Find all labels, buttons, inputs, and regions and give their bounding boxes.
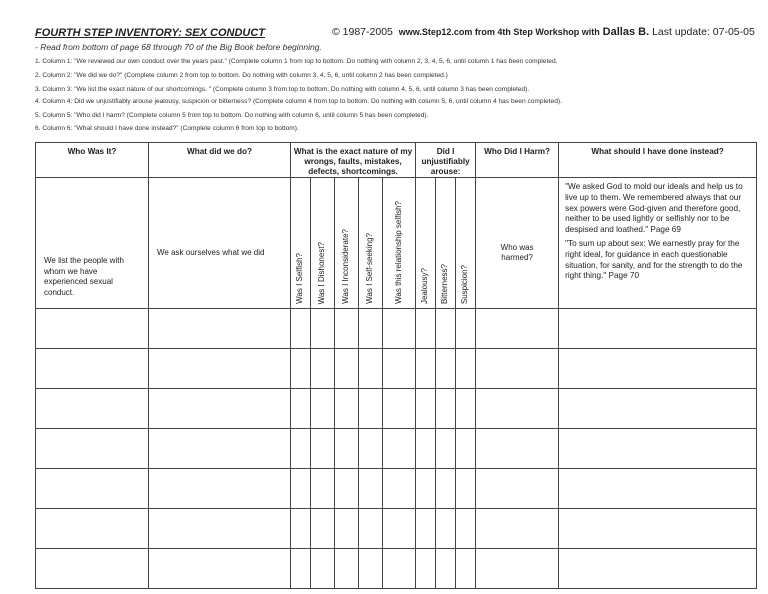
copyright-line — [332, 26, 755, 38]
copyright: © 1987-2005 — [332, 26, 393, 38]
cell[interactable] — [476, 309, 559, 349]
cell[interactable] — [383, 389, 416, 429]
cell[interactable] — [383, 469, 416, 509]
entry-row — [36, 509, 757, 549]
entry-row — [36, 309, 757, 349]
cell[interactable] — [383, 549, 416, 589]
cell[interactable] — [149, 349, 291, 389]
instruction: 4. Column 4: Did we unjustifiably arouse jealousy, suspicion or bitterness? (Complete column 4 from top to bottom. Do nothing with column 5, 6, until column 4 has been completed). — [35, 98, 562, 105]
cell[interactable] — [383, 509, 416, 549]
instruction: 3. Column 3: "We list the exact nature of our shortcomings. " (Complete column 3 from top to bottom. Do nothing with column 4, 5, 6, until column 3 has been completed). — [35, 86, 530, 93]
cell[interactable] — [456, 469, 476, 509]
cell[interactable] — [456, 309, 476, 349]
cell[interactable] — [311, 429, 335, 469]
wrong-relationship-selfish: Was this relationship selfish? — [393, 201, 403, 304]
cell[interactable] — [311, 549, 335, 589]
col1-description: We list the people with whom we have experienced sexual conduct. — [36, 178, 149, 309]
cell[interactable] — [291, 389, 311, 429]
entry-row — [36, 549, 757, 589]
cell[interactable] — [36, 469, 149, 509]
cell[interactable] — [436, 509, 456, 549]
cell[interactable] — [383, 309, 416, 349]
last-update: Last update: 07-05-05 — [652, 26, 755, 38]
cell[interactable] — [476, 469, 559, 509]
cell[interactable] — [149, 549, 291, 589]
cell[interactable] — [383, 429, 416, 469]
cell[interactable] — [291, 429, 311, 469]
wrong-self-seeking: Was I Self-seeking? — [365, 233, 375, 304]
cell[interactable] — [335, 389, 359, 429]
cell[interactable] — [291, 469, 311, 509]
cell[interactable] — [36, 549, 149, 589]
cell[interactable] — [291, 549, 311, 589]
cell[interactable] — [311, 509, 335, 549]
cell[interactable] — [36, 309, 149, 349]
cell[interactable] — [476, 429, 559, 469]
cell[interactable] — [416, 469, 436, 509]
cell[interactable] — [149, 429, 291, 469]
cell[interactable] — [335, 349, 359, 389]
cell[interactable] — [359, 549, 383, 589]
cell[interactable] — [416, 509, 436, 549]
cell[interactable] — [436, 429, 456, 469]
entry-row — [36, 429, 757, 469]
cell[interactable] — [359, 429, 383, 469]
instruction: 2. Column 2: "We did we do?" (Complete column 2 from top to bottom. Do nothing with column 3, 4, 5, 6, until column 2 has been completed.) — [35, 72, 448, 79]
cell[interactable] — [456, 389, 476, 429]
quote-page-70: "To sum up about sex: We earnestly pray for the right ideal, for guidance in each questionable situation, for sanity, and for the strength to do the right thing." Page 70 — [565, 238, 743, 281]
quote-page-69: "We asked God to mold our ideals and help us to live up to them. We remembered always that our sex powers were God-given and therefore good, neither to be used lightly or selfishly nor to be despised and loathed." Page 69 — [565, 182, 743, 235]
cell[interactable] — [416, 349, 436, 389]
instruction: 1. Column 1: "We reviewed our own conduct over the years past." (Complete column 1 from top to bottom. Do nothing with column 2, 3, 4, 5, 6, until column 1 has been completed. — [35, 58, 558, 65]
col5-description: Who was harmed? — [476, 178, 559, 309]
col2-description: We ask ourselves what we did — [149, 178, 291, 309]
cell[interactable] — [335, 429, 359, 469]
cell[interactable] — [335, 309, 359, 349]
cell[interactable] — [436, 549, 456, 589]
cell[interactable] — [311, 349, 335, 389]
cell[interactable] — [476, 509, 559, 549]
instruction: 6. Column 6: "What should I have done instead?" (Complete column 6 from top to bottom). — [35, 125, 299, 132]
cell[interactable] — [559, 309, 757, 349]
cell[interactable] — [149, 469, 291, 509]
cell[interactable] — [335, 549, 359, 589]
site-credit: www.Step12.com from 4th Step Workshop with — [398, 27, 600, 37]
subtitle: - Read from bottom of page 68 through 70 of the Big Book before beginning. — [35, 42, 322, 52]
cell[interactable] — [436, 349, 456, 389]
cell[interactable] — [335, 509, 359, 549]
cell[interactable] — [559, 349, 757, 389]
cell[interactable] — [559, 549, 757, 589]
header-instead: What should I have done instead? — [559, 143, 757, 178]
cell[interactable] — [559, 469, 757, 509]
cell[interactable] — [291, 309, 311, 349]
wrong-inconsiderate: Was I Inconsiderate? — [341, 229, 351, 304]
header-who-harmed: Who Did I Harm? — [476, 143, 559, 178]
entry-row — [36, 469, 757, 509]
header-exact-nature: What is the exact nature of my wrongs, faults, mistakes, defects, shortcomings. — [291, 143, 416, 178]
cell[interactable] — [149, 509, 291, 549]
cell[interactable] — [291, 509, 311, 549]
cell[interactable] — [149, 309, 291, 349]
cell[interactable] — [36, 509, 149, 549]
cell[interactable] — [476, 349, 559, 389]
cell[interactable] — [359, 509, 383, 549]
header-who-was-it: Who Was It? — [36, 143, 149, 178]
inventory-table — [35, 142, 757, 589]
cell[interactable] — [359, 349, 383, 389]
instruction: 5. Column 5: "Who did I harm? (Complete column 5 from top to bottom. Do nothing with column 6, until column 5 has been completed). — [35, 112, 429, 119]
cell[interactable] — [416, 549, 436, 589]
cell[interactable] — [559, 429, 757, 469]
author: Dallas B. — [602, 26, 650, 38]
col6-quotes — [559, 178, 757, 309]
cell[interactable] — [291, 349, 311, 389]
cell[interactable] — [359, 309, 383, 349]
cell[interactable] — [456, 509, 476, 549]
cell[interactable] — [416, 309, 436, 349]
wrong-dishonest: Was I Dishonest? — [317, 241, 327, 304]
cell[interactable] — [335, 469, 359, 509]
cell[interactable] — [436, 469, 456, 509]
cell[interactable] — [36, 429, 149, 469]
cell[interactable] — [476, 549, 559, 589]
cell[interactable] — [311, 389, 335, 429]
header-arouse: Did I unjustifiably arouse: — [416, 143, 476, 178]
cell[interactable] — [359, 469, 383, 509]
cell[interactable] — [456, 549, 476, 589]
arouse-jealousy: Jealousy? — [420, 267, 430, 304]
arouse-suspicion: Suspicion? — [460, 264, 470, 304]
cell[interactable] — [416, 389, 436, 429]
header-what-did-we-do: What did we do? — [149, 143, 291, 178]
cell[interactable] — [456, 349, 476, 389]
cell[interactable] — [559, 509, 757, 549]
entry-row — [36, 349, 757, 389]
cell[interactable] — [476, 389, 559, 429]
cell[interactable] — [36, 349, 149, 389]
cell[interactable] — [36, 389, 149, 429]
cell[interactable] — [559, 389, 757, 429]
cell[interactable] — [149, 389, 291, 429]
cell[interactable] — [311, 469, 335, 509]
cell[interactable] — [416, 429, 436, 469]
cell[interactable] — [359, 389, 383, 429]
cell[interactable] — [436, 309, 456, 349]
arouse-bitterness: Bitterness? — [440, 263, 450, 304]
page-title: FOURTH STEP INVENTORY: SEX CONDUCT — [35, 27, 266, 39]
cell[interactable] — [311, 309, 335, 349]
cell[interactable] — [456, 429, 476, 469]
cell[interactable] — [383, 349, 416, 389]
entry-row — [36, 389, 757, 429]
cell[interactable] — [436, 389, 456, 429]
wrong-selfish: Was I Selfish? — [295, 253, 305, 304]
